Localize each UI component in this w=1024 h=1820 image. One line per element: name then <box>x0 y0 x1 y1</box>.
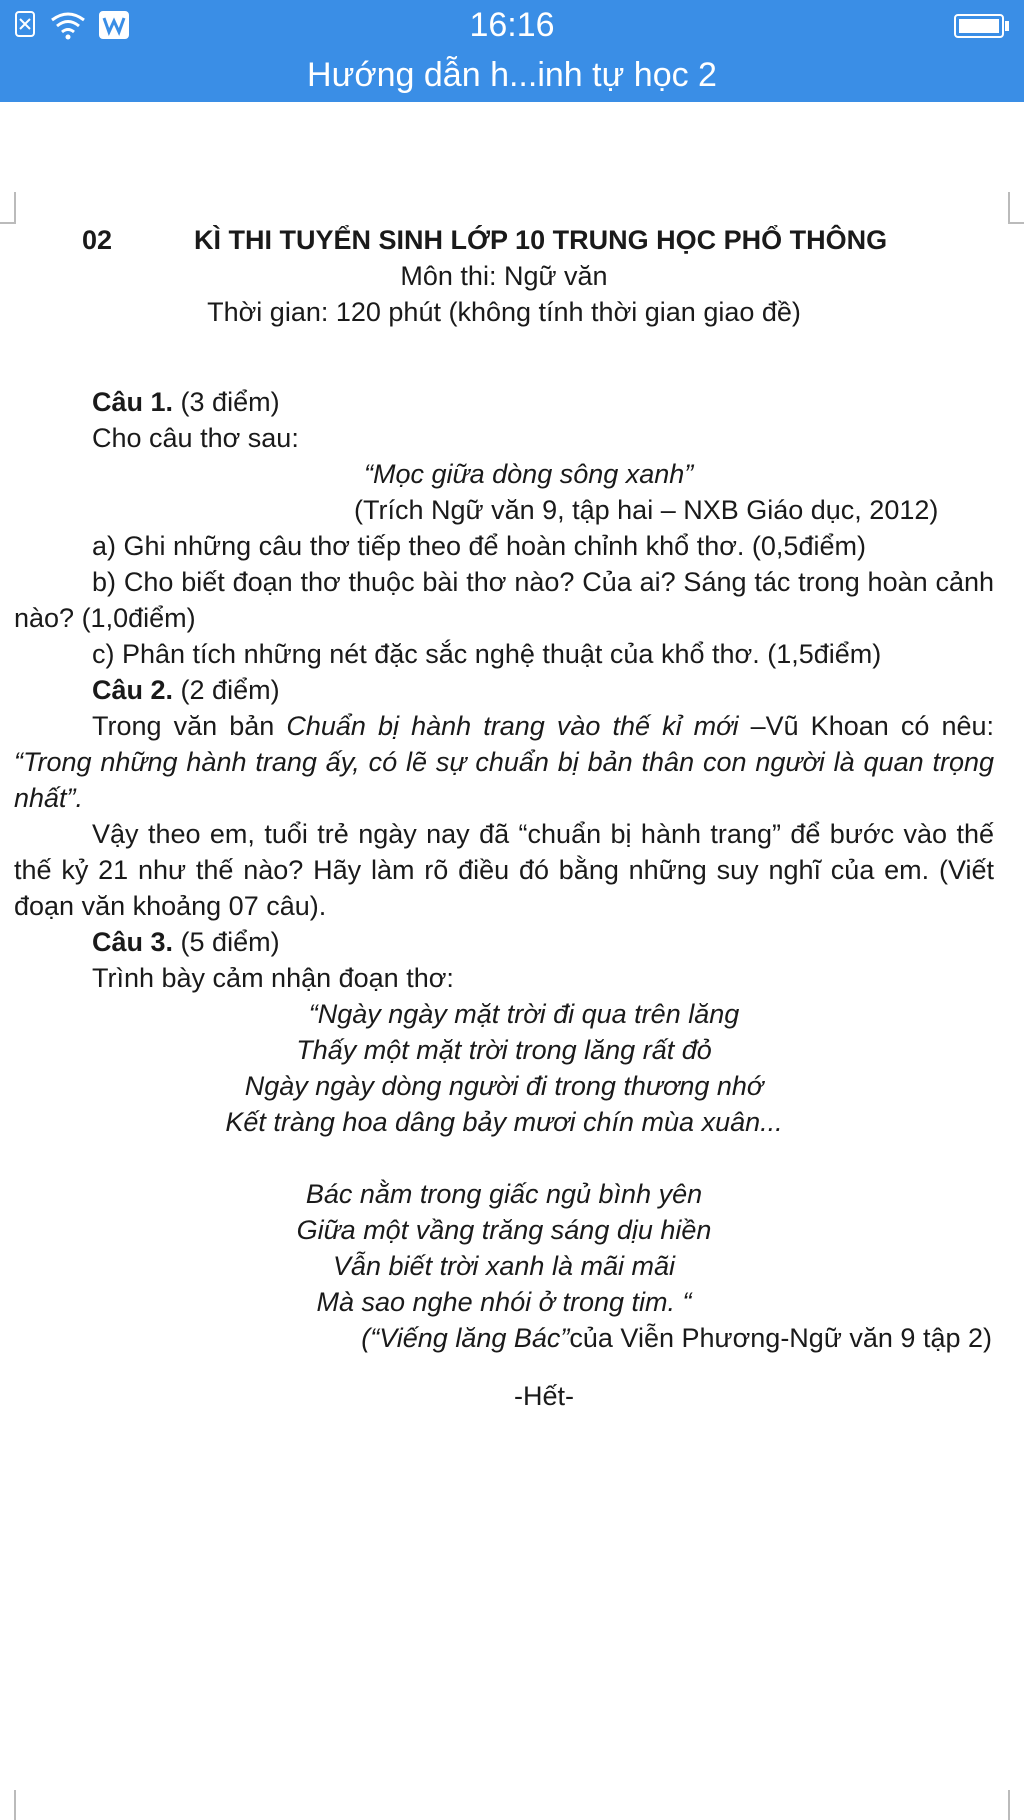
end-mark: -Hết- <box>514 1381 574 1411</box>
status-bar <box>0 0 1024 52</box>
poem-line: Bác nằm trong giấc ngủ bình yên <box>305 1179 703 1209</box>
exam-title: KÌ THI TUYỂN SINH LỚP 10 TRUNG HỌC PHỔ THÔNG <box>194 225 888 255</box>
q2-paragraph-2: Vậy theo em, tuổi trẻ ngày nay đã “chuẩn bị hành trang” để bước vào thế thế kỷ 21 như thế nào? Hãy làm rõ điều đó bằng những suy nghĩ của em. (Viết đoạn văn khoảng 07 câu). <box>14 819 994 921</box>
q1-intro: Cho câu thơ sau: <box>92 423 299 453</box>
poem-line: Kết tràng hoa dâng bảy mươi chín mùa xuân... <box>225 1107 783 1137</box>
exam-subject: Môn thi: Ngữ văn <box>400 261 608 291</box>
question-2-heading: Câu 2. (2 điểm) <box>92 675 280 705</box>
poem-line: Ngày ngày dòng người đi trong thương nhớ <box>244 1071 764 1101</box>
top-bar <box>0 0 1024 102</box>
q1-part-c: c) Phân tích những nét đặc sắc nghệ thuật của khổ thơ. (1,5điểm) <box>92 639 882 669</box>
exam-duration: Thời gian: 120 phút (không tính thời gian giao đề) <box>207 297 801 327</box>
page-corner-mark <box>0 1790 16 1820</box>
q1-quote: “Mọc giữa dòng sông xanh” <box>364 459 694 489</box>
poem-line: Thấy một mặt trời trong lăng rất đỏ <box>296 1035 712 1065</box>
poem-line: Mà sao nghe nhói ở trong tim. “ <box>316 1287 692 1317</box>
battery-icon <box>954 13 1010 39</box>
document-content <box>14 222 994 1414</box>
q3-source: (“Viếng lăng Bác”của Viễn Phương-Ngữ văn 9 tập 2) <box>361 1323 992 1353</box>
poem-line: “Ngày ngày mặt trời đi qua trên lăng <box>308 999 740 1029</box>
q3-intro: Trình bày cảm nhận đoạn thơ: <box>92 963 454 993</box>
document-title[interactable]: Hướng dẫn h...inh tự học 2 <box>307 56 717 94</box>
q1-part-b: b) Cho biết đoạn thơ thuộc bài thơ nào? Của ai? Sáng tác trong hoàn cảnh nào? (1,0điểm) <box>14 567 994 633</box>
question-1-heading: Câu 1. (3 điểm) <box>92 387 280 417</box>
question-3-heading: Câu 3. (5 điểm) <box>92 927 280 957</box>
q1-source: (Trích Ngữ văn 9, tập hai – NXB Giáo dục, 2012) <box>354 495 939 525</box>
poem-line: Giữa một vầng trăng sáng dịu hiền <box>296 1215 712 1245</box>
page-corner-mark <box>1008 1790 1024 1820</box>
page-corner-mark <box>0 192 16 224</box>
poem-line: Vẫn biết trời xanh là mãi mãi <box>333 1251 675 1281</box>
page-corner-mark <box>1008 192 1024 224</box>
status-time: 16:16 <box>469 6 555 44</box>
exam-header <box>14 222 994 258</box>
q2-paragraph-1: Trong văn bản Chuẩn bị hành trang vào thế kỉ mới –Vũ Khoan có nêu: “Trong những hành trang ấy, có lẽ sự chuẩn bị bản thân con người là quan trọng nhất”. <box>14 711 994 813</box>
q1-part-a: a) Ghi những câu thơ tiếp theo để hoàn chỉnh khổ thơ. (0,5điểm) <box>92 531 866 561</box>
exam-number: 02 <box>82 225 113 255</box>
